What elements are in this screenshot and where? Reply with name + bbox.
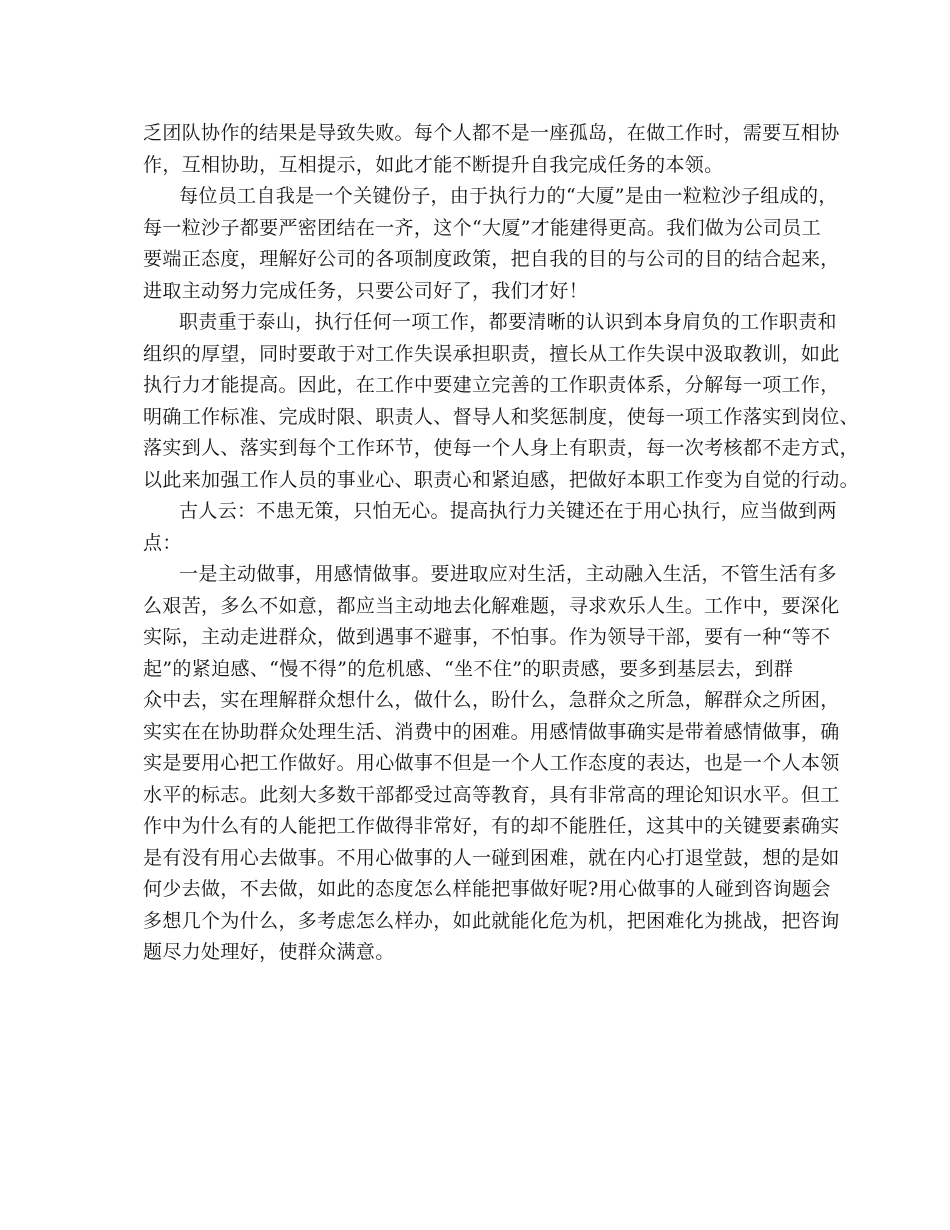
text-line: 执行力才能提高。因此，在工作中要建立完善的工作职责体系，分解每一项工作， <box>143 374 840 396</box>
text-line: 实是要用心把工作做好。用心做事不但是一个人工作态度的表达，也是一个人本领 <box>143 752 840 774</box>
text-line: 组织的厚望，同时要敢于对工作失误承担职责，擅长从工作失误中汲取教训，如此 <box>143 342 840 365</box>
text-line: 点： <box>143 531 182 554</box>
text-line: 每一粒沙子都要严密团结在一齐，这个“大厦”才能建得更高。我们做为公司员工 <box>143 216 822 239</box>
text-line: 众中去，实在理解群众想什么，做什么，盼什么，急群众之所急，解群众之所困， <box>143 689 840 711</box>
text-line: 作中为什么有的人能把工作做得非常好，有的却不能胜任，这其中的关键要素确实 <box>143 815 840 837</box>
text-line: 要端正态度，理解好公司的各项制度政策，把自我的目的与公司的目的结合起来， <box>143 248 840 270</box>
text-line: 何少去做，不去做，如此的态度怎么样能把事做好呢?用心做事的人碰到咨询题会 <box>143 878 831 900</box>
text-line: 落实到人、落实到每个工作环节，使每一个人身上有职责，每一次考核都不走方式， <box>143 437 859 459</box>
paragraph-first-line: 古人云：不患无策，只怕无心。提高执行力关键还在于用心执行，应当做到两 <box>179 500 837 522</box>
paragraph-first-line: 每位员工自我是一个关键份子，由于执行力的“大厦”是由一粒粒沙子组成的， <box>179 185 838 207</box>
paragraph-first-line: 职责重于泰山，执行任何一项工作，都要清晰的认识到本身肩负的工作职责和 <box>179 311 837 333</box>
document-body <box>143 118 859 969</box>
text-line: 实际，主动走进群众，做到遇事不避事，不怕事。作为领导干部，要有一种“等不 <box>143 626 831 648</box>
text-line: 题尽力处理好，使群众满意。 <box>143 941 395 963</box>
text-line: 实实在在协助群众处理生活、消费中的困难。用感情做事确实是带着感情做事，确 <box>143 720 840 743</box>
text-line: 多想几个为什么，多考虑怎么样办，如此就能化危为机，把困难化为挑战，把咨询 <box>143 909 840 932</box>
text-line: 起”的紧迫感、“慢不得”的危机感、“坐不住”的职责感，要多到基层去，到群 <box>143 657 794 680</box>
text-line: 水平的标志。此刻大多数干部都受过高等教育，具有非常高的理论知识水平。但工 <box>143 783 840 806</box>
text-line: 是有没有用心去做事。不用心做事的人一碰到困难，就在内心打退堂鼓，想的是如 <box>143 846 840 869</box>
text-line: 作，互相协助，互相提示，如此才能不断提升自我完成任务的本领。 <box>143 153 724 176</box>
text-line: 以此来加强工作人员的事业心、职责心和紧迫感，把做好本职工作变为自觉的行动。 <box>143 468 859 491</box>
text-line: 乏团队协作的结果是导致失败。每个人都不是一座孤岛，在做工作时，需要互相协 <box>143 122 840 144</box>
text-line: 么艰苦，多么不如意，都应当主动地去化解难题，寻求欢乐人生。工作中，要深化 <box>143 594 840 617</box>
paragraph-first-line: 一是主动做事，用感情做事。要进取应对生活，主动融入生活，不管生活有多 <box>179 563 837 585</box>
text-line: 进取主动努力完成任务，只要公司好了，我们才好！ <box>143 279 589 302</box>
text-line: 明确工作标准、完成时限、职责人、督导人和奖惩制度，使每一项工作落实到岗位、 <box>143 405 859 428</box>
